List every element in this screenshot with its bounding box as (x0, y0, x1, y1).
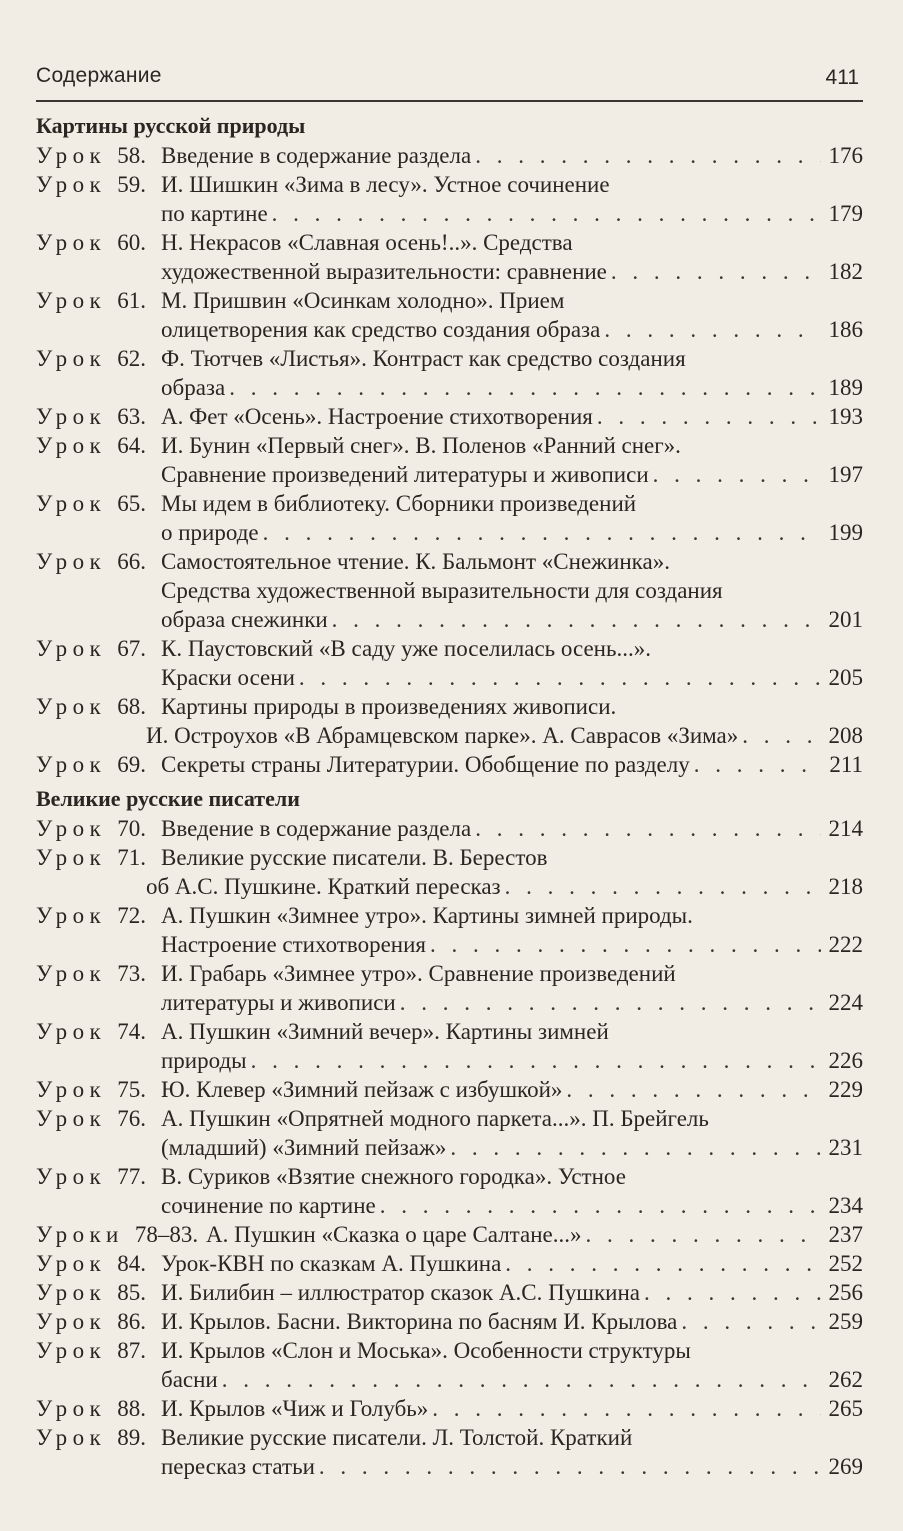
lesson-title-text: К. Паустовский «В саду уже поселилась осень...». (161, 636, 651, 661)
lesson-number: 59. (117, 172, 146, 197)
lesson-page-number: 211 (829, 752, 863, 777)
lesson-word: Урок (36, 1077, 107, 1102)
lesson-title-text: Введение в содержание раздела (161, 143, 472, 168)
lesson-title-text: Краски осени (161, 665, 295, 690)
dot-leader (694, 750, 821, 779)
running-header-title: Содержание (36, 64, 162, 87)
toc-entry[interactable] (36, 170, 863, 228)
lesson-number: 86. (117, 1309, 146, 1334)
dot-leader (272, 199, 821, 228)
dot-leader (505, 1249, 821, 1278)
lesson-word: Урок (36, 816, 107, 841)
lesson-number: 66. (117, 549, 146, 574)
lesson-label (36, 814, 161, 843)
toc-entry[interactable] (36, 1423, 863, 1481)
lesson-page-number: 222 (828, 932, 863, 957)
toc-entry[interactable] (36, 692, 863, 750)
dot-leader (611, 257, 821, 286)
lesson-page-number: 182 (828, 259, 863, 284)
lesson-number: 87. (117, 1338, 146, 1363)
lesson-title-text: А. Фет «Осень». Настроение стихотворения (161, 404, 593, 429)
lesson-title-text: А. Пушкин «Опрятней модного паркета...». П. Брейгель (161, 1106, 709, 1131)
lesson-page-number: 179 (828, 201, 863, 226)
toc-line (36, 373, 863, 402)
lesson-title-text: Настроение стихотворения (161, 932, 426, 957)
toc-entry[interactable] (36, 750, 863, 779)
toc-line (36, 959, 863, 988)
lesson-word: Урок (36, 1106, 107, 1131)
toc-entry[interactable] (36, 634, 863, 692)
toc-line (36, 141, 863, 170)
lesson-label (36, 1394, 161, 1423)
lesson-title-text: А. Пушкин «Зимнее утро». Картины зимней природы. (161, 903, 693, 928)
toc-line (36, 1307, 863, 1336)
toc-entry[interactable] (36, 843, 863, 901)
lesson-label (36, 1336, 161, 1365)
lesson-page-number: 226 (828, 1048, 863, 1073)
lesson-label (36, 170, 161, 199)
dot-leader (604, 315, 821, 344)
toc-line (36, 1220, 863, 1249)
lesson-word: Урок (36, 845, 107, 870)
toc-entry[interactable] (36, 228, 863, 286)
toc-entry[interactable] (36, 1394, 863, 1423)
lesson-title-text: Картины природы в произведениях живописи. (161, 694, 617, 719)
lesson-number: 74. (117, 1019, 146, 1044)
section-title: Картины русской природы (36, 113, 306, 138)
lesson-number: 89. (117, 1425, 146, 1450)
lesson-title-text: И. Крылов. Басни. Викторина по басням И. Крылова (161, 1309, 678, 1334)
lesson-number: 84. (117, 1251, 146, 1276)
toc-line (36, 1104, 863, 1133)
lesson-number: 76. (117, 1106, 146, 1131)
dot-leader (430, 930, 821, 959)
dot-leader (319, 1452, 821, 1481)
lesson-label (36, 692, 161, 721)
toc-entry[interactable] (36, 1017, 863, 1075)
lesson-number: 88. (117, 1396, 146, 1421)
lesson-word: Урок (36, 1019, 107, 1044)
lesson-page-number: 224 (828, 990, 863, 1015)
lesson-label (36, 959, 161, 988)
lesson-word: Урок (36, 143, 107, 168)
lesson-title-text: И. Остроухов «В Абрамцевском парке». А. Саврасов «Зима» (146, 723, 739, 748)
lesson-title-text: о природе (161, 520, 259, 545)
toc-line (36, 257, 863, 286)
toc-line (36, 750, 863, 779)
dot-leader (653, 460, 821, 489)
toc-line (36, 872, 863, 901)
lesson-title-text: И. Крылов «Чиж и Голубь» (161, 1396, 429, 1421)
lesson-label (36, 843, 161, 872)
lesson-page-number: 259 (828, 1309, 863, 1334)
lesson-title-text: И. Бунин «Первый снег». В. Поленов «Ранний снег». (161, 433, 681, 458)
dot-leader (742, 721, 821, 750)
dot-leader (299, 663, 821, 692)
lesson-label (36, 431, 161, 460)
lesson-title-text: олицетворения как средство создания образа (161, 317, 601, 342)
toc-entry[interactable] (36, 1278, 863, 1307)
lesson-word: Урок (36, 1425, 107, 1450)
lesson-number: 68. (117, 694, 146, 719)
dot-leader (222, 1365, 821, 1394)
lesson-page-number: 197 (828, 462, 863, 487)
lesson-word: Уроки (36, 1222, 124, 1247)
toc-line (36, 721, 863, 750)
lesson-word: Урок (36, 404, 107, 429)
lesson-title-text: Н. Некрасов «Славная осень!..». Средства (161, 230, 573, 255)
toc-line (36, 1423, 863, 1452)
section-title: Великие русские писатели (36, 786, 300, 811)
toc-line (36, 547, 863, 576)
lesson-label (36, 402, 161, 431)
toc-line (36, 988, 863, 1017)
toc-line (36, 1365, 863, 1394)
lesson-label (36, 1104, 161, 1133)
toc-entry[interactable] (36, 547, 863, 634)
toc-entry[interactable] (36, 1104, 863, 1162)
toc-line (36, 1191, 863, 1220)
lesson-title-text: Секреты страны Литературии. Обобщение по разделу (161, 752, 690, 777)
lesson-title-text: басни (161, 1367, 218, 1392)
toc-entry[interactable] (36, 1220, 863, 1249)
lesson-number: 61. (117, 288, 146, 313)
toc-line (36, 930, 863, 959)
toc-line (36, 605, 863, 634)
lesson-label (36, 141, 161, 170)
toc-entry[interactable] (36, 431, 863, 489)
lesson-word: Урок (36, 1396, 107, 1421)
lesson-word: Урок (36, 346, 107, 371)
toc-line (36, 1452, 863, 1481)
lesson-label (36, 286, 161, 315)
lesson-word: Урок (36, 961, 107, 986)
toc-entry[interactable] (36, 1249, 863, 1278)
toc-line (36, 1133, 863, 1162)
lesson-label (36, 489, 161, 518)
lesson-title-text: И. Шишкин «Зима в лесу». Устное сочинение (161, 172, 610, 197)
lesson-title-text: М. Пришвин «Осинкам холодно». Прием (161, 288, 565, 313)
toc-entry[interactable] (36, 1307, 863, 1336)
dot-leader (597, 402, 821, 431)
lesson-page-number: 208 (828, 723, 863, 748)
toc-entry[interactable] (36, 1336, 863, 1394)
dot-leader (505, 872, 821, 901)
lesson-label (36, 1220, 206, 1249)
toc-entry[interactable] (36, 141, 863, 170)
lesson-page-number: 193 (828, 404, 863, 429)
dot-leader (475, 814, 821, 843)
dot-leader (450, 1133, 821, 1162)
table-of-contents (36, 112, 863, 1481)
lesson-title-text: В. Суриков «Взятие снежного городка». Устное (161, 1164, 626, 1189)
lesson-page-number: 252 (828, 1251, 863, 1276)
lesson-title-text: Самостоятельное чтение. К. Бальмонт «Снежинка». (161, 549, 670, 574)
lesson-word: Урок (36, 172, 107, 197)
page-number: 411 (825, 66, 859, 89)
lesson-number: 65. (117, 491, 146, 516)
lesson-title-text: художественной выразительности: сравнение (161, 259, 607, 284)
lesson-word: Урок (36, 694, 107, 719)
lesson-word: Урок (36, 903, 107, 928)
toc-entry[interactable] (36, 489, 863, 547)
lesson-page-number: 214 (828, 816, 863, 841)
lesson-page-number: 186 (828, 317, 863, 342)
lesson-label (36, 1278, 161, 1307)
toc-line (36, 663, 863, 692)
lesson-title-text: (младший) «Зимний пейзаж» (161, 1135, 447, 1160)
lesson-word: Урок (36, 288, 107, 313)
dot-leader (432, 1394, 821, 1423)
lesson-label (36, 1017, 161, 1046)
toc-line (36, 344, 863, 373)
running-header (36, 60, 863, 102)
toc-line (36, 1075, 863, 1104)
lesson-number: 78–83. (134, 1222, 199, 1247)
lesson-label (36, 228, 161, 257)
lesson-word: Урок (36, 1280, 107, 1305)
lesson-label (36, 750, 161, 779)
lesson-word: Урок (36, 433, 107, 458)
lesson-title-text: Введение в содержание раздела (161, 816, 472, 841)
lesson-number: 67. (117, 636, 146, 661)
lesson-label (36, 901, 161, 930)
lesson-title-text: Ю. Клевер «Зимний пейзаж с избушкой» (161, 1077, 563, 1102)
lesson-word: Урок (36, 1338, 107, 1363)
toc-line (36, 1046, 863, 1075)
lesson-label (36, 1423, 161, 1452)
toc-line (36, 1394, 863, 1423)
lesson-word: Урок (36, 1164, 107, 1189)
toc-entry[interactable] (36, 1162, 863, 1220)
lesson-label (36, 547, 161, 576)
toc-entry[interactable] (36, 959, 863, 1017)
lesson-page-number: 262 (828, 1367, 863, 1392)
dot-leader (251, 1046, 821, 1075)
lesson-number: 62. (117, 346, 146, 371)
lesson-number: 71. (117, 845, 146, 870)
lesson-page-number: 201 (828, 607, 863, 632)
lesson-number: 64. (117, 433, 146, 458)
lesson-title-text: Мы идем в библиотеку. Сборники произведений (161, 491, 637, 516)
toc-line (36, 199, 863, 228)
toc-line (36, 634, 863, 663)
lesson-page-number: 231 (828, 1135, 863, 1160)
lesson-number: 85. (117, 1280, 146, 1305)
lesson-number: 73. (117, 961, 146, 986)
lesson-title-text: И. Крылов «Слон и Моська». Особенности структуры (161, 1338, 691, 1363)
lesson-title-text: литературы и живописи (161, 990, 396, 1015)
lesson-word: Урок (36, 752, 107, 777)
lesson-page-number: 199 (828, 520, 863, 545)
lesson-page-number: 265 (828, 1396, 863, 1421)
lesson-label (36, 1307, 161, 1336)
lesson-title-text: А. Пушкин «Зимний вечер». Картины зимней (161, 1019, 609, 1044)
lesson-word: Урок (36, 1309, 107, 1334)
dot-leader (475, 141, 821, 170)
lesson-title-text: по картине (161, 201, 268, 226)
lesson-page-number: 234 (828, 1193, 863, 1218)
dot-leader (229, 373, 821, 402)
lesson-title-text: Сравнение произведений литературы и живописи (161, 462, 649, 487)
dot-leader (644, 1278, 821, 1307)
lesson-word: Урок (36, 230, 107, 255)
lesson-page-number: 256 (828, 1280, 863, 1305)
toc-line (36, 843, 863, 872)
toc-line (36, 286, 863, 315)
toc-line (36, 576, 863, 605)
lesson-page-number: 176 (828, 143, 863, 168)
lesson-label (36, 344, 161, 373)
lesson-title-text: Ф. Тютчев «Листья». Контраст как средство создания (161, 346, 686, 371)
lesson-title-text: Средства художественной выразительности для создания (161, 578, 723, 603)
toc-line (36, 170, 863, 199)
toc-line (36, 518, 863, 547)
lesson-page-number: 229 (828, 1077, 863, 1102)
dot-leader (263, 518, 821, 547)
lesson-number: 72. (117, 903, 146, 928)
lesson-title-text: пересказ статьи (161, 1454, 315, 1479)
dot-leader (681, 1307, 821, 1336)
toc-line (36, 315, 863, 344)
toc-line (36, 1017, 863, 1046)
lesson-number: 63. (117, 404, 146, 429)
lesson-word: Урок (36, 636, 107, 661)
toc-line (36, 489, 863, 518)
toc-entry[interactable] (36, 344, 863, 402)
lesson-title-text: об А.С. Пушкине. Краткий пересказ (146, 874, 501, 899)
lesson-number: 60. (117, 230, 146, 255)
toc-line (36, 1162, 863, 1191)
toc-line (36, 402, 863, 431)
lesson-word: Урок (36, 549, 107, 574)
lesson-title-text: Урок-КВН по сказкам А. Пушкина (161, 1251, 502, 1276)
lesson-title-text: сочинение по картине (161, 1193, 376, 1218)
toc-line (36, 460, 863, 489)
lesson-title-text: А. Пушкин «Сказка о царе Салтане...» (206, 1222, 582, 1247)
toc-line (36, 228, 863, 257)
lesson-page-number: 237 (828, 1222, 863, 1247)
toc-line (36, 692, 863, 721)
lesson-title-text: природы (161, 1048, 247, 1073)
toc-line (36, 1249, 863, 1278)
lesson-word: Урок (36, 491, 107, 516)
dot-leader (332, 605, 821, 634)
toc-entry[interactable] (36, 286, 863, 344)
lesson-word: Урок (36, 1251, 107, 1276)
lesson-label (36, 1162, 161, 1191)
dot-leader (400, 988, 821, 1017)
lesson-title-text: И. Грабарь «Зимнее утро». Сравнение произведений (161, 961, 676, 986)
lesson-number: 69. (117, 752, 146, 777)
toc-entry[interactable] (36, 814, 863, 843)
lesson-page-number: 205 (828, 665, 863, 690)
lesson-page-number: 269 (828, 1454, 863, 1479)
dot-leader (585, 1220, 821, 1249)
lesson-number: 58. (117, 143, 146, 168)
lesson-title-text: И. Билибин – иллюстратор сказок А.С. Пушкина (161, 1280, 640, 1305)
lesson-number: 75. (117, 1077, 146, 1102)
toc-line (36, 1336, 863, 1365)
toc-entry[interactable] (36, 901, 863, 959)
lesson-title-text: Великие русские писатели. В. Берестов (161, 845, 548, 870)
lesson-page-number: 189 (828, 375, 863, 400)
toc-line (36, 814, 863, 843)
lesson-label (36, 634, 161, 663)
toc-entry[interactable] (36, 1075, 863, 1104)
dot-leader (380, 1191, 821, 1220)
lesson-title-text: образа снежинки (161, 607, 328, 632)
lesson-label (36, 1075, 161, 1104)
dot-leader (566, 1075, 821, 1104)
lesson-title-text: образа (161, 375, 226, 400)
toc-line (36, 901, 863, 930)
lesson-title-text: Великие русские писатели. Л. Толстой. Краткий (161, 1425, 633, 1450)
toc-line (36, 1278, 863, 1307)
toc-line (36, 431, 863, 460)
lesson-number: 70. (117, 816, 146, 841)
toc-entry[interactable] (36, 402, 863, 431)
lesson-number: 77. (117, 1164, 146, 1189)
lesson-label (36, 1249, 161, 1278)
lesson-page-number: 218 (828, 874, 863, 899)
